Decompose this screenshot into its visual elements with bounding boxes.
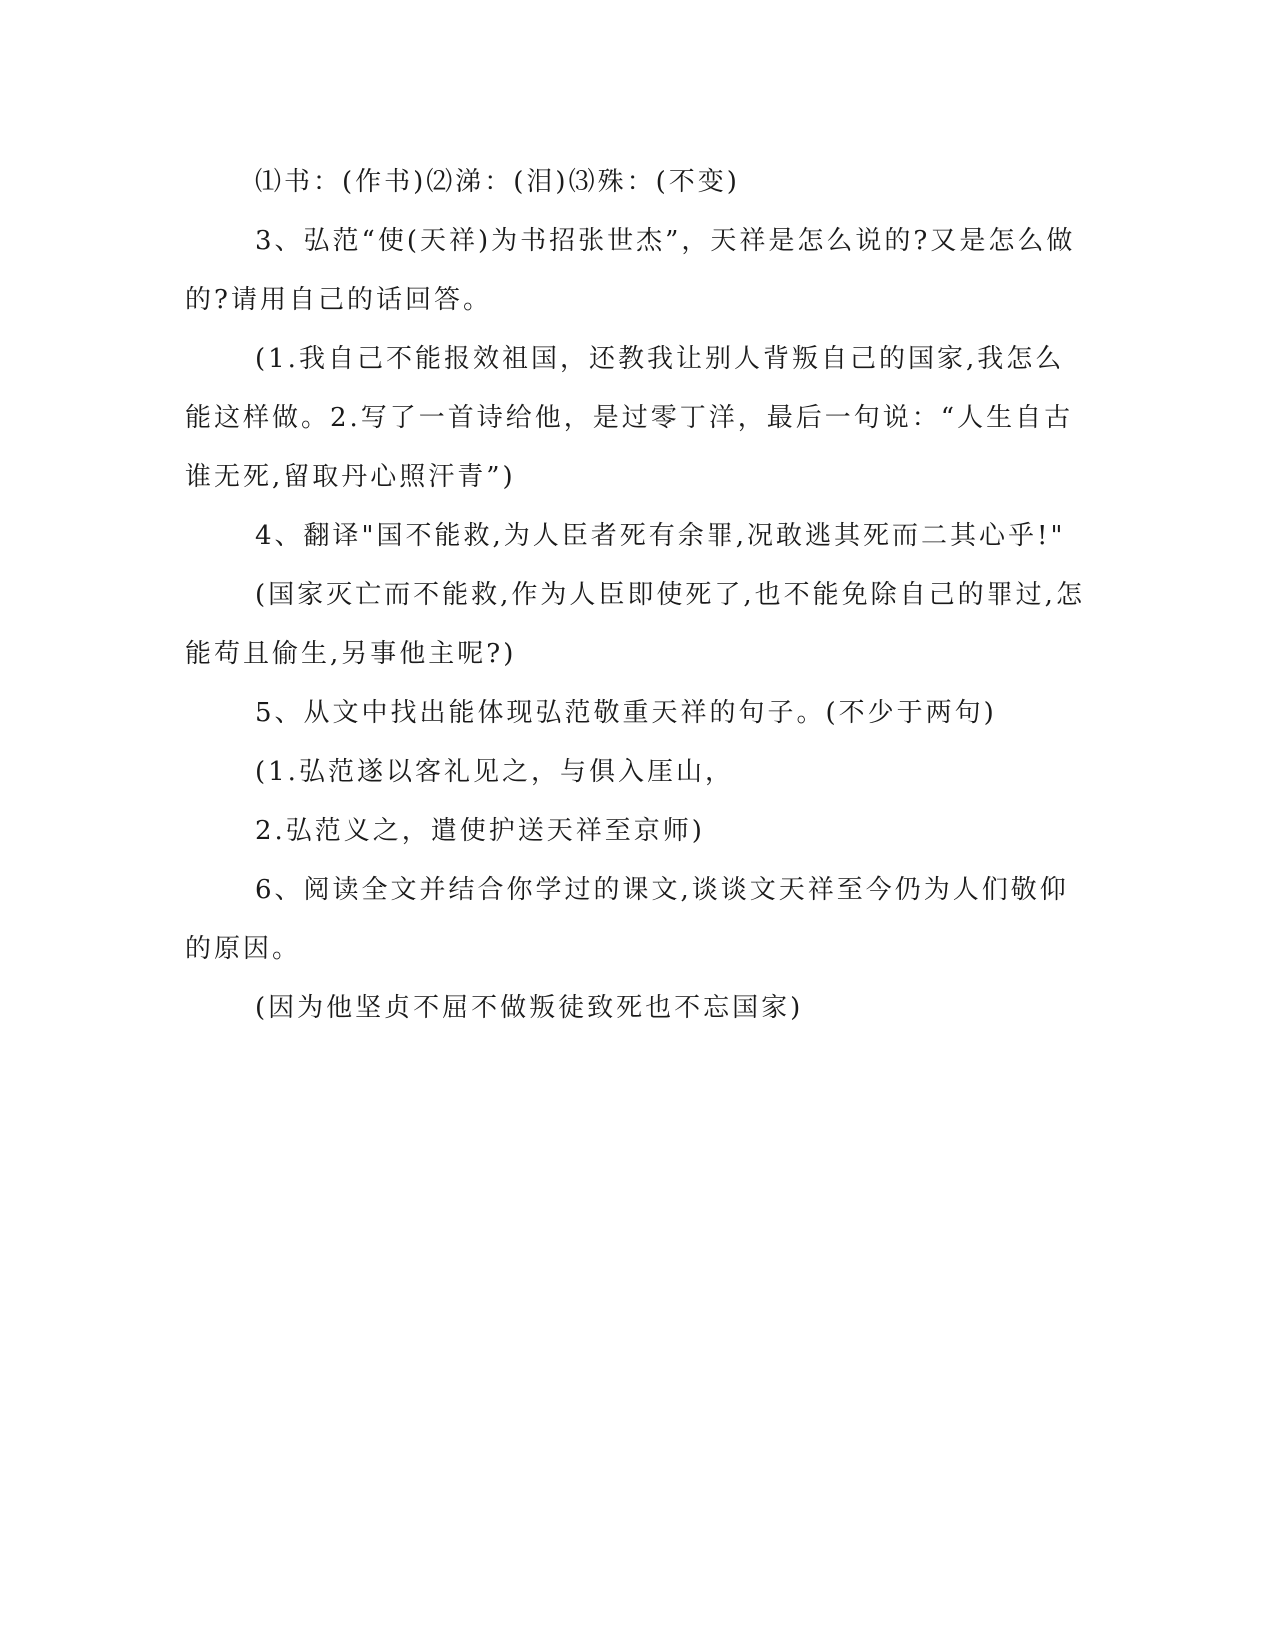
answer-6-line-1: (因为他坚贞不屈不做叛徒致死也不忘国家) <box>255 993 804 1023</box>
question-6-line-2: 的原因。 <box>185 934 302 964</box>
answer-line-1: ⑴书：(作书)⑵涕：(泪)⑶殊：(不变) <box>255 167 740 197</box>
question-3-line-1: 3、弘范“使(天祥)为书招张世杰”，天祥是怎么说的?又是怎么做 <box>255 226 1076 256</box>
answer-4-line-2: 能苟且偷生,另事他主呢?) <box>185 639 517 669</box>
answer-5-line-2: 2.弘范义之，遣使护送天祥至京师) <box>255 816 705 846</box>
answer-4-line-1: (国家灭亡而不能救,作为人臣即使死了,也不能免除自己的罪过,怎 <box>255 580 1085 610</box>
answer-5-line-1: (1.弘范遂以客礼见之，与俱入厓山， <box>255 757 734 787</box>
answer-3-line-2: 能这样做。2.写了一首诗给他，是过零丁洋，最后一句说：“人生自古 <box>185 403 1074 433</box>
answer-3-line-3: 谁无死,留取丹心照汗青”) <box>185 462 516 492</box>
question-3-line-2: 的?请用自己的话回答。 <box>185 285 492 315</box>
question-5-line-1: 5、从文中找出能体现弘范敬重天祥的句子。(不少于两句) <box>255 698 997 728</box>
question-4-line-1: 4、翻译"国不能救,为人臣者死有余罪,况敢逃其死而二其心乎!" <box>255 521 1066 551</box>
question-6-line-1: 6、阅读全文并结合你学过的课文,谈谈文天祥至今仍为人们敬仰 <box>255 875 1069 905</box>
answer-3-line-1: (1.我自己不能报效祖国，还教我让别人背叛自己的国家,我怎么 <box>255 344 1065 374</box>
